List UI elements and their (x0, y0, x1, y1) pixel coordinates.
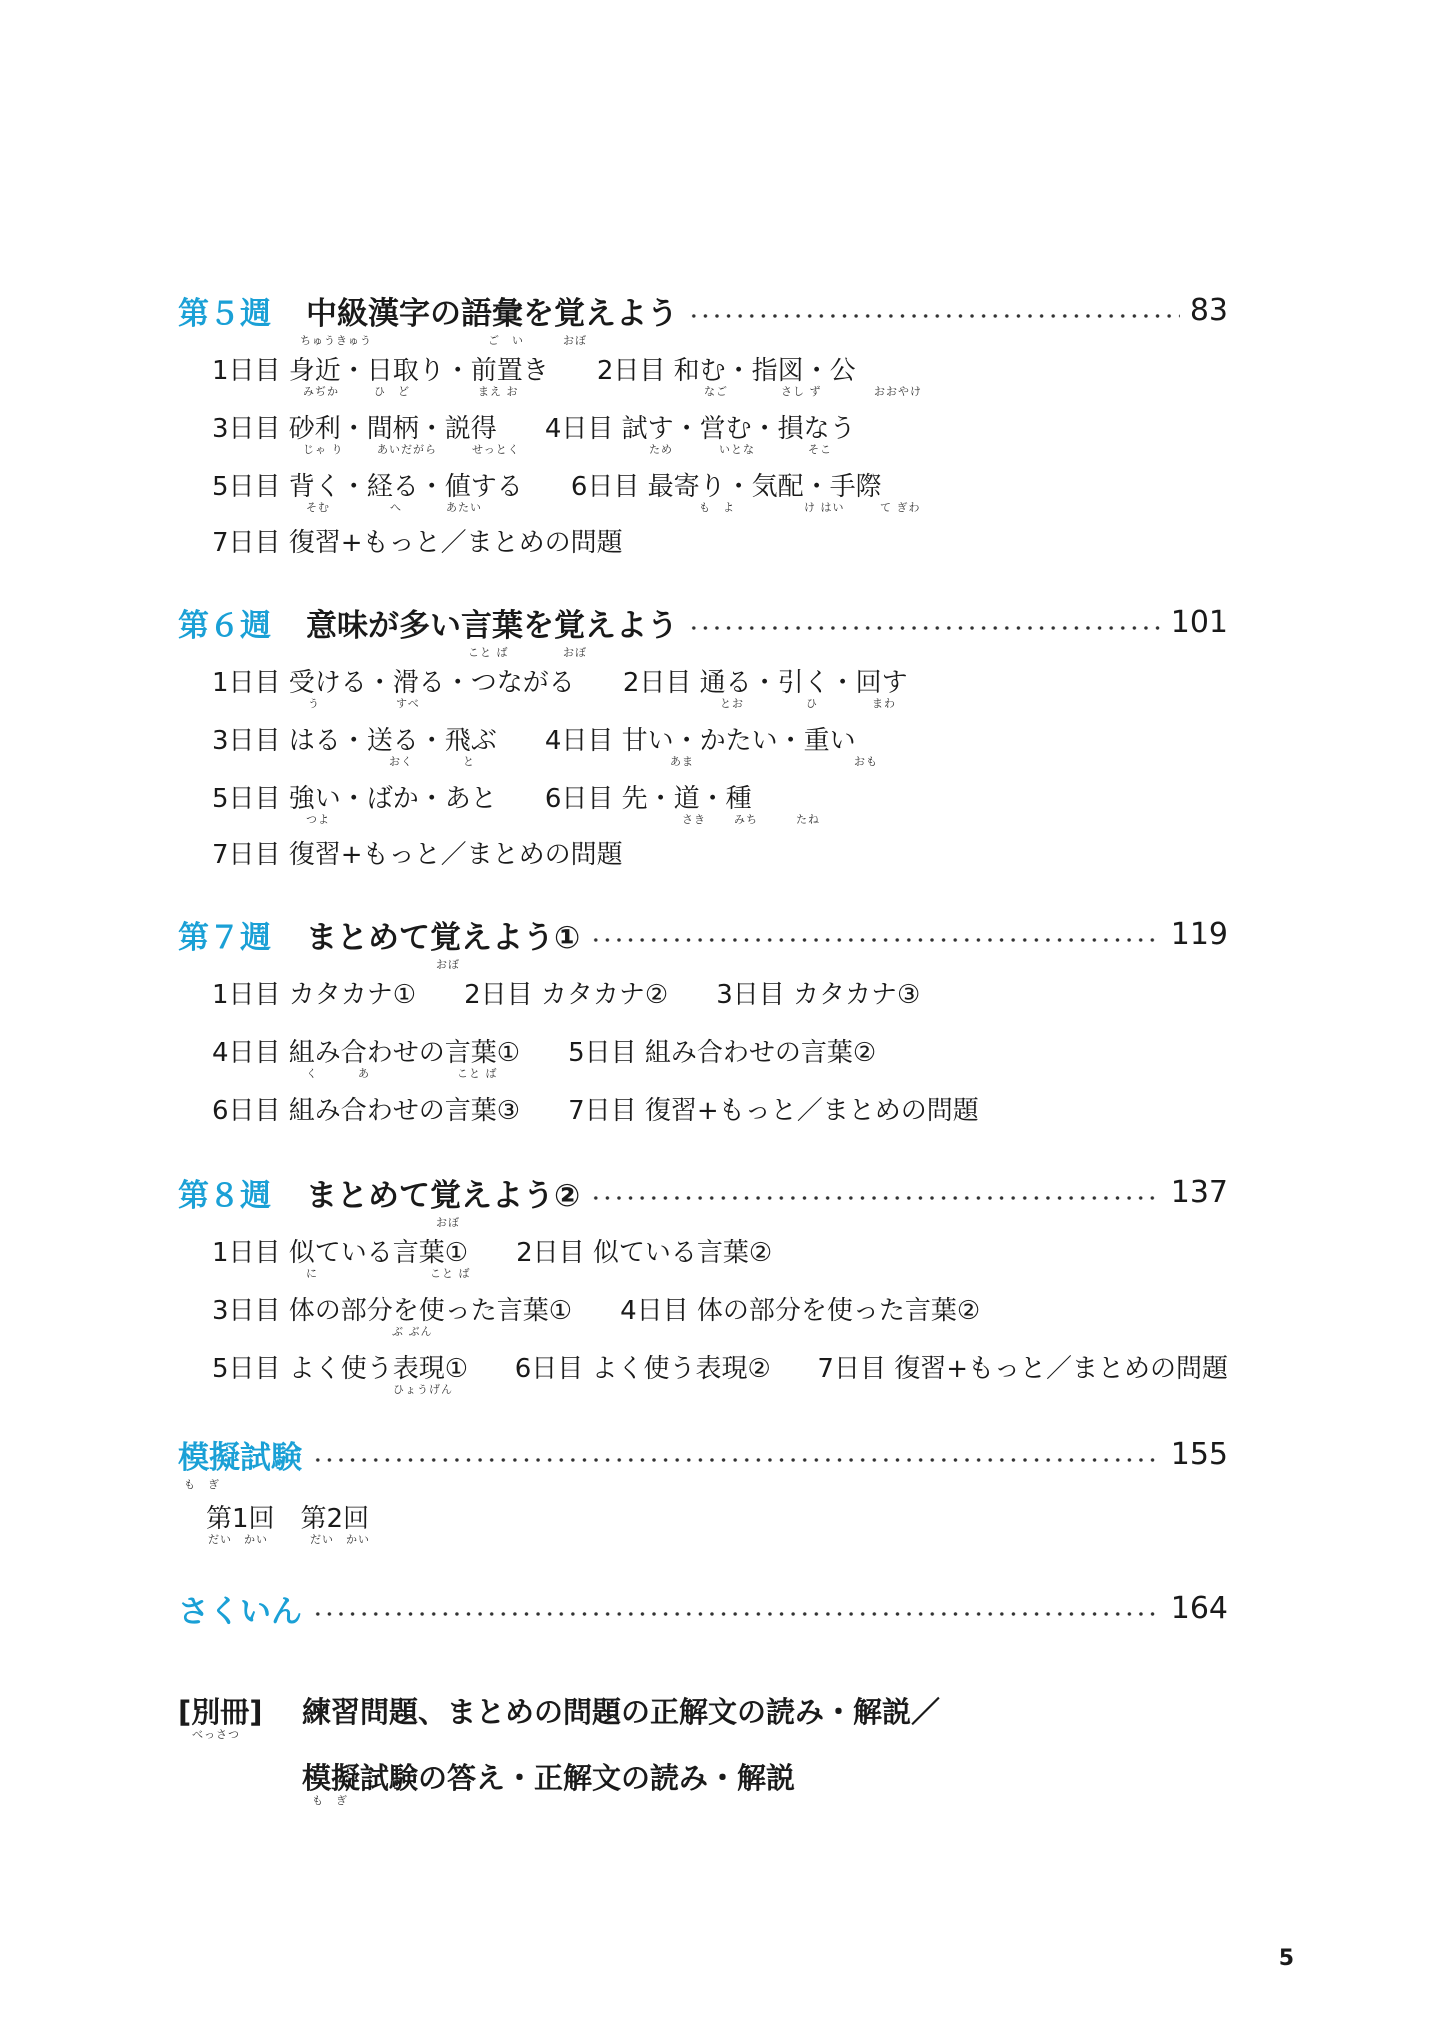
week-label: 第７週 (178, 919, 271, 956)
mogi-heading[interactable] (178, 1430, 1228, 1478)
ruby-text: に (306, 1267, 318, 1280)
bessatsu-label-ruby (178, 1728, 1228, 1746)
week-label: 第５週 (178, 295, 271, 332)
dot-leader (590, 938, 1160, 942)
day-row (212, 974, 1228, 1010)
day-row (212, 408, 1228, 444)
ruby-text: おぼ (436, 958, 460, 971)
day-row (212, 720, 1228, 756)
dot-leader (590, 1196, 1160, 1200)
ruby-text: つよ (306, 813, 330, 826)
bessatsu-text-1: 練習問題、まとめの問題の正解文の読み・解説／ (302, 1694, 941, 1729)
ruby-text: おも (854, 755, 878, 768)
page-footer-number: 5 (1278, 1946, 1294, 1971)
week-title: まとめて覚えよう② (306, 1177, 581, 1214)
day-item[interactable]: 1日目 似ている言葉① (212, 1237, 469, 1268)
row-ruby (212, 1068, 1228, 1084)
day-item[interactable]: 2日目 カタカナ② (464, 979, 669, 1010)
ruby-text: く (306, 1067, 318, 1080)
sakuin-title: さくいん (178, 1593, 302, 1630)
page-number: 164 (1170, 1590, 1228, 1626)
ruby-text: あ (358, 1067, 370, 1080)
week-6-heading[interactable] (178, 598, 1228, 646)
ruby-text: だい かい (310, 1533, 370, 1546)
bessatsu-line-1 (178, 1688, 1228, 1732)
bessatsu-label: [別冊] (178, 1694, 263, 1729)
ruby-text: そこ (808, 443, 832, 456)
day-item[interactable]: 1日目 身近・日取り・前置き (212, 355, 549, 386)
ruby-text: も よ (699, 501, 735, 514)
ruby-text: じゃ り (303, 443, 344, 456)
ruby-text: も ぎ (312, 1794, 348, 1807)
page-number: 119 (1170, 916, 1228, 952)
ruby-text: べっさつ (192, 1728, 240, 1741)
dot-leader (312, 1458, 1161, 1462)
day-row (212, 1348, 1228, 1384)
ruby-text: け はい (804, 501, 845, 514)
ruby-text: こと ば (468, 646, 509, 659)
day-item[interactable]: 1日目 受ける・滑る・つながる (212, 667, 575, 698)
ruby-text: たね (796, 813, 820, 826)
ruby-text: おく (389, 755, 413, 768)
day-item[interactable]: 7日目 復習+もっと／まとめの問題 (817, 1353, 1228, 1384)
week-5-section (178, 286, 1228, 558)
day-item[interactable]: 2日目 通る・引く・回す (622, 667, 908, 698)
ruby-text: ちゅうきゅう (300, 334, 372, 347)
day-row (212, 1090, 1228, 1126)
row-ruby (212, 756, 1228, 772)
day-item[interactable]: 7日目 復習+もっと／まとめの問題 (212, 527, 623, 558)
day-item[interactable]: 6日目 組み合わせの言葉③ (212, 1095, 521, 1126)
ruby-text: ため (649, 443, 673, 456)
sakuin-heading[interactable] (178, 1584, 1228, 1632)
ruby-text: さき (682, 813, 706, 826)
day-row (212, 834, 1228, 870)
bessatsu-section (178, 1688, 1228, 1812)
page-number: 101 (1170, 604, 1228, 640)
row-ruby (212, 1010, 1228, 1026)
week-7-section (178, 910, 1228, 1126)
row-ruby (212, 386, 1228, 402)
day-item[interactable]: 5日目 強い・ばか・あと (212, 783, 497, 814)
ruby-text: あいだがら (377, 443, 437, 456)
ruby-text: まえ お (478, 385, 519, 398)
day-item[interactable]: 6日目 最寄り・気配・手際 (570, 471, 882, 502)
day-row (212, 1232, 1228, 1268)
ruby-text: すべ (396, 697, 420, 710)
row-ruby (212, 1384, 1228, 1400)
ruby-text: おぼ (563, 646, 587, 659)
ruby-text: おぼ (436, 1216, 460, 1229)
week-6-section (178, 598, 1228, 870)
ruby-text: おぼ (563, 334, 587, 347)
dot-leader (312, 1612, 1161, 1616)
ruby-text: とお (720, 697, 744, 710)
day-row (212, 778, 1228, 814)
day-item[interactable]: 7日目 復習+もっと／まとめの問題 (568, 1095, 979, 1126)
ruby-text: そむ (306, 501, 330, 514)
ruby-text: も ぎ (184, 1478, 220, 1491)
day-item[interactable]: 4日目 体の部分を使った言葉② (620, 1295, 981, 1326)
day-row (212, 662, 1228, 698)
mogi-title: 模擬試験 (178, 1439, 302, 1476)
day-item[interactable]: 3日目 カタカナ③ (716, 979, 921, 1010)
title-ruby (178, 646, 1228, 660)
day-item[interactable]: 4日目 試す・営む・損なう (544, 413, 856, 444)
ruby-text: う (308, 697, 320, 710)
ruby-text: こと ば (457, 1067, 498, 1080)
title-ruby (178, 1216, 1228, 1230)
title-ruby (178, 334, 1228, 348)
ruby-text: あたい (446, 501, 482, 514)
ruby-text: て ぎわ (880, 501, 921, 514)
day-row (212, 522, 1228, 558)
row-ruby (212, 1268, 1228, 1284)
day-item[interactable]: 2日目 似ている言葉② (516, 1237, 773, 1268)
day-row (212, 350, 1228, 386)
ruby-text: と (463, 755, 475, 768)
dot-leader (688, 626, 1161, 630)
page-number: 83 (1189, 292, 1228, 328)
day-row (212, 1290, 1228, 1326)
row-ruby (206, 1534, 1228, 1550)
ruby-text: あま (670, 755, 694, 768)
sakuin-section (178, 1584, 1228, 1632)
week-7-heading[interactable] (178, 910, 1228, 958)
ruby-text: ご い (488, 334, 524, 347)
week-5-heading[interactable] (178, 286, 1228, 334)
mogi-items (206, 1498, 1228, 1534)
week-title: まとめて覚えよう① (306, 919, 581, 956)
day-item[interactable]: 4日目 組み合わせの言葉① (212, 1037, 521, 1068)
row-ruby (212, 698, 1228, 714)
week-title: 中級漢字の語彙を覚えよう (306, 295, 678, 332)
title-ruby (178, 1478, 1228, 1492)
ruby-text: まわ (872, 697, 896, 710)
row-ruby (212, 444, 1228, 460)
day-item[interactable]: 1日目 カタカナ① (212, 979, 417, 1010)
mogi-section (178, 1430, 1228, 1550)
week-label: 第８週 (178, 1177, 271, 1214)
day-row (212, 1032, 1228, 1068)
ruby-text: せっとく (472, 443, 520, 456)
ruby-text: いとな (719, 443, 755, 456)
week-8-heading[interactable] (178, 1168, 1228, 1216)
day-row (212, 466, 1228, 502)
week-label: 第６週 (178, 607, 271, 644)
dot-leader (688, 314, 1180, 318)
row-ruby (212, 1326, 1228, 1342)
day-item[interactable]: 3日目 砂利・間柄・説得 (212, 413, 497, 444)
ruby-text: おおやけ (874, 385, 922, 398)
day-item[interactable]: 3日目 体の部分を使った言葉① (212, 1295, 573, 1326)
bessatsu-text-2: 模擬試験の答え・正解文の読み・解説 (302, 1760, 796, 1795)
page-number: 155 (1170, 1436, 1228, 1472)
week-8-section (178, 1168, 1228, 1400)
ruby-text: なご (704, 385, 728, 398)
mogi-item[interactable]: 第1回 第2回 (206, 1503, 370, 1534)
day-item[interactable]: 5日目 背く・経る・値する (212, 471, 523, 502)
bessatsu-line2-ruby (178, 1794, 1228, 1812)
day-item[interactable]: 5日目 よく使う表現① (212, 1353, 469, 1384)
ruby-text: ひ ど (374, 385, 410, 398)
row-ruby (212, 502, 1228, 518)
row-ruby (212, 814, 1228, 830)
week-title: 意味が多い言葉を覚えよう (306, 607, 678, 644)
ruby-text: みち (734, 813, 758, 826)
day-item[interactable]: 2日目 和む・指図・公 (596, 355, 856, 386)
ruby-text: だい かい (208, 1533, 268, 1546)
day-item[interactable]: 3日目 はる・送る・飛ぶ (212, 725, 497, 756)
ruby-text: ひょうげん (393, 1383, 453, 1396)
title-ruby (178, 958, 1228, 972)
day-item[interactable]: 5日目 組み合わせの言葉② (568, 1037, 877, 1068)
day-item[interactable]: 6日目 先・道・種 (544, 783, 752, 814)
ruby-text: へ (390, 501, 402, 514)
ruby-text: こと ば (430, 1267, 471, 1280)
day-item[interactable]: 6日目 よく使う表現② (514, 1353, 771, 1384)
ruby-text: ひ (806, 697, 818, 710)
day-item[interactable]: 7日目 復習+もっと／まとめの問題 (212, 839, 623, 870)
ruby-text: みぢか (303, 385, 339, 398)
ruby-text: ぶ ぶん (392, 1325, 433, 1338)
day-item[interactable]: 4日目 甘い・かたい・重い (544, 725, 856, 756)
ruby-text: さし ず (781, 385, 822, 398)
page-number: 137 (1170, 1174, 1228, 1210)
